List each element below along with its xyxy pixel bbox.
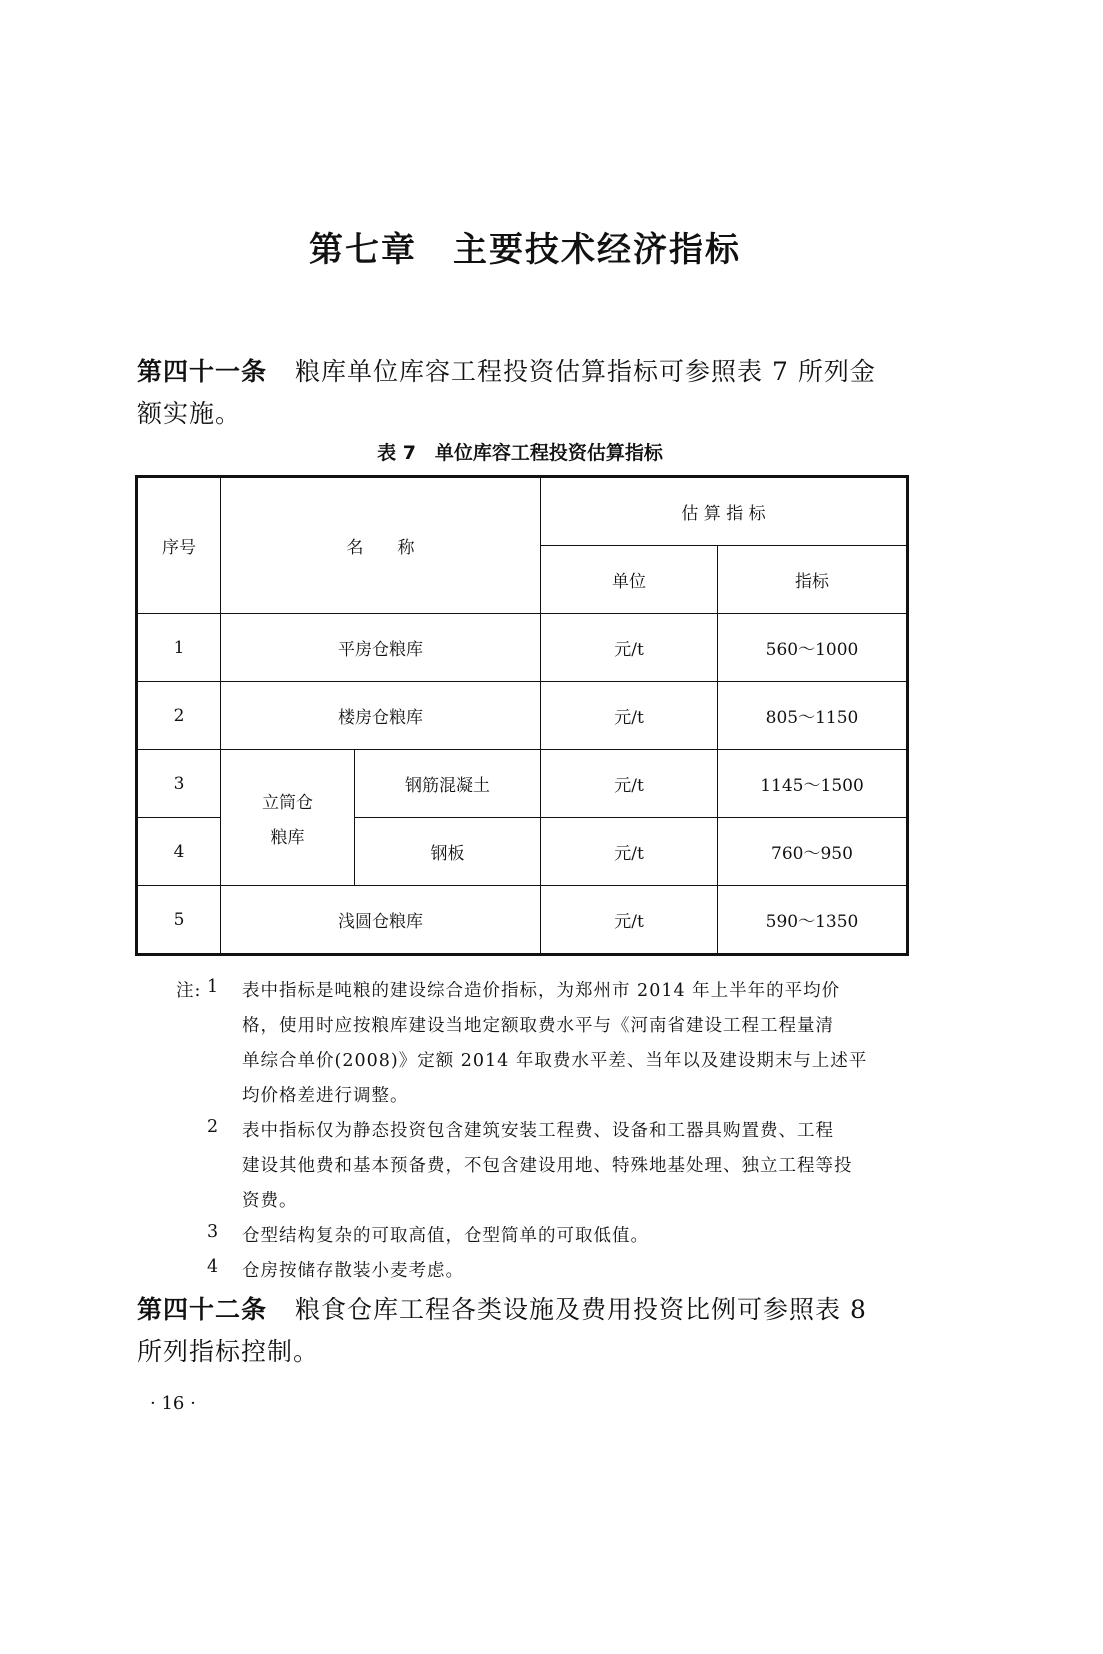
header-index: 指标: [718, 546, 908, 614]
notes-prefix: 注:: [176, 981, 202, 1001]
page-number: · 16 ·: [150, 1393, 196, 1414]
cell-no: 2: [137, 682, 221, 750]
note-line: 仓型结构复杂的可取高值，仓型简单的可取低值。: [242, 1226, 649, 1246]
note-number: 4: [207, 1257, 220, 1277]
cell-name: 平房仓粮库: [221, 614, 541, 682]
note-line: 单综合单价(2008)》定额 2014 年取费水平差、当年以及建设期末与上述平: [242, 1051, 868, 1071]
note-number: 2: [207, 1117, 220, 1137]
cell-no: 1: [137, 614, 221, 682]
article-42-line2: 所列指标控制。: [137, 1337, 320, 1366]
note-line: 均价格差进行调整。: [242, 1086, 409, 1106]
chapter-title: 第七章 主要技术经济指标: [309, 230, 741, 270]
cell-unit: 元/t: [541, 682, 718, 750]
note-line: 表中指标仅为静态投资包含建筑安装工程费、设备和工器具购置费、工程: [242, 1121, 834, 1141]
article-42-label: 第四十二条: [137, 1295, 268, 1324]
cell-name: 楼房仓粮库: [221, 682, 541, 750]
note-line: 资费。: [242, 1191, 298, 1211]
group-label-2: 粮库: [270, 827, 305, 848]
table-row: [137, 886, 908, 955]
table-row: [137, 750, 908, 818]
header-name: 名 称: [221, 477, 541, 614]
table-caption: 表 7 单位库容工程投资估算指标: [377, 442, 663, 464]
cell-name: 钢板: [355, 818, 541, 886]
header-estimate: 估 算 指 标: [541, 477, 908, 546]
article-41-line2: 额实施。: [137, 399, 242, 428]
cell-name: 浅圆仓粮库: [221, 886, 541, 955]
article-42-text: 粮食仓库工程各类设施及费用投资比例可参照表 8: [295, 1295, 867, 1324]
cell-name: 钢筋混凝土: [355, 750, 541, 818]
table-row: [137, 682, 908, 750]
group-label-1: 立筒仓: [262, 792, 313, 813]
cell-value: 1145～1500: [718, 750, 908, 818]
investment-index-table: [135, 475, 909, 956]
article-42-line1: [137, 1290, 867, 1326]
article-41-label: 第四十一条: [137, 357, 268, 386]
article-41-text: 粮库单位库容工程投资估算指标可参照表 7 所列金: [295, 357, 876, 386]
cell-unit: 元/t: [541, 750, 718, 818]
table-row: [137, 614, 908, 682]
cell-value: 560～1000: [718, 614, 908, 682]
cell-group: [221, 750, 355, 886]
article-41-line1: [137, 352, 876, 388]
cell-value: 760～950: [718, 818, 908, 886]
header-unit: 单位: [541, 546, 718, 614]
cell-no: 5: [137, 886, 221, 955]
note-line: 表中指标是吨粮的建设综合造价指标，为郑州市 2014 年上半年的平均价: [242, 981, 841, 1001]
cell-unit: 元/t: [541, 614, 718, 682]
cell-unit: 元/t: [541, 886, 718, 955]
note-line: 仓房按储存散装小麦考虑。: [242, 1261, 464, 1281]
cell-no: 3: [137, 750, 221, 818]
cell-value: 590～1350: [718, 886, 908, 955]
cell-no: 4: [137, 818, 221, 886]
header-no: 序号: [137, 477, 221, 614]
note-number: 1: [207, 977, 220, 997]
cell-value: 805～1150: [718, 682, 908, 750]
note-number: 3: [207, 1222, 220, 1242]
note-line: 建设其他费和基本预备费，不包含建设用地、特殊地基处理、独立工程等投: [242, 1156, 853, 1176]
note-line: 格，使用时应按粮库建设当地定额取费水平与《河南省建设工程工程量清: [242, 1016, 834, 1036]
cell-unit: 元/t: [541, 818, 718, 886]
